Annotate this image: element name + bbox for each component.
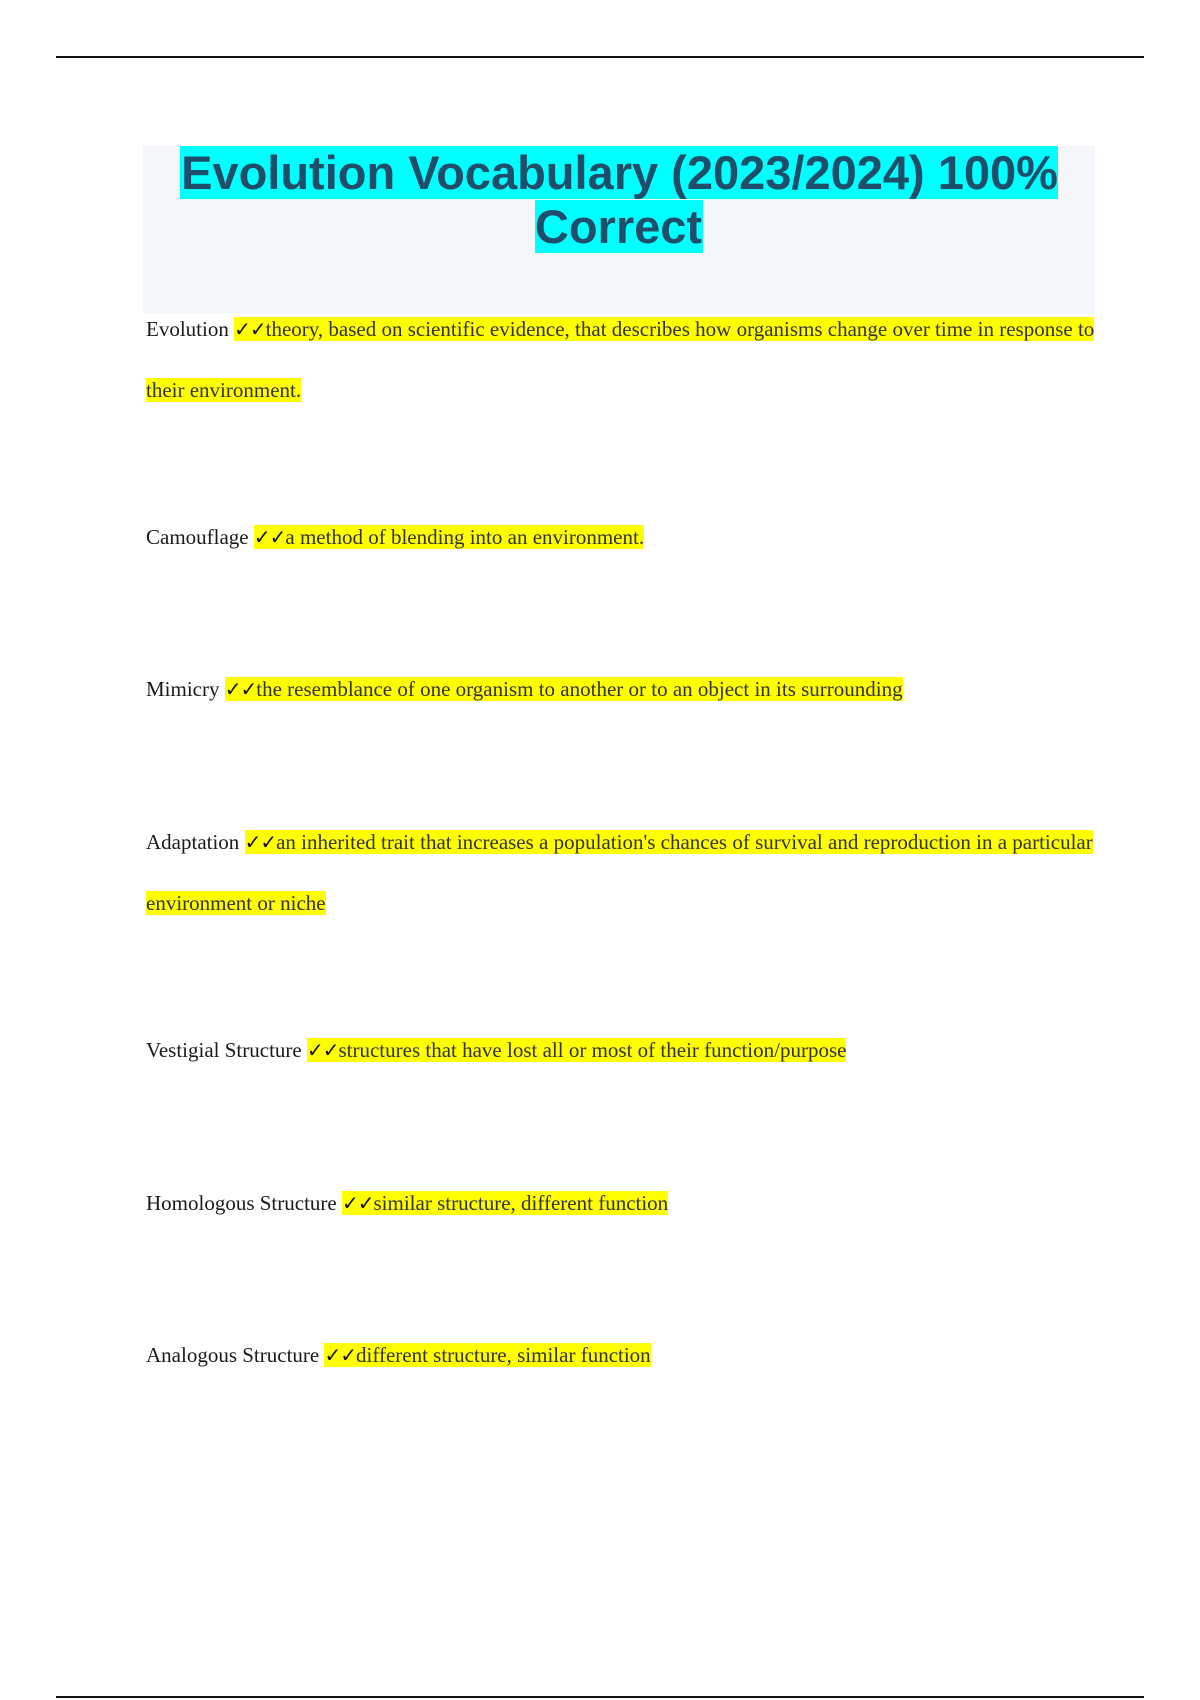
entry-term: Camouflage xyxy=(146,525,249,549)
entry-definition xyxy=(307,1038,846,1062)
entry-definition xyxy=(146,830,1093,915)
entry-term: Mimicry xyxy=(146,677,220,701)
vocab-entry-evolution xyxy=(146,299,1106,421)
vocab-entry-adaptation xyxy=(146,812,1106,934)
definition-text: the resemblance of one organism to another or to an object in its surrounding xyxy=(256,677,903,701)
entry-definition xyxy=(146,317,1094,402)
definition-text: similar structure, different function xyxy=(373,1191,669,1215)
vocab-entry-camouflage xyxy=(146,507,1106,568)
double-check-icon: ✓✓ xyxy=(341,1191,374,1215)
definition-text: an inherited trait that increases a population's chances of survival and reproduction in a particular environment or niche xyxy=(146,830,1093,915)
double-check-icon: ✓✓ xyxy=(234,317,266,341)
vocab-entry-analogous-structure xyxy=(146,1325,1106,1386)
entry-definition xyxy=(324,1343,650,1367)
entry-term: Homologous Structure xyxy=(146,1191,337,1215)
entry-definition xyxy=(225,677,903,701)
entry-term: Evolution xyxy=(146,317,229,341)
title-highlight: Evolution Vocabulary (2023/2024) 100% Correct xyxy=(181,146,1058,253)
double-check-icon: ✓✓ xyxy=(244,830,277,854)
title-block xyxy=(143,146,1095,314)
page-title xyxy=(143,146,1095,254)
definition-text: different structure, similar function xyxy=(356,1343,651,1367)
double-check-icon: ✓✓ xyxy=(324,1343,356,1367)
vocab-entry-mimicry xyxy=(146,659,1106,720)
entry-definition xyxy=(342,1191,668,1215)
definition-text: structures that have lost all or most of their function/purpose xyxy=(338,1038,847,1062)
entry-term: Analogous Structure xyxy=(146,1343,320,1367)
definition-text: a method of blending into an environment. xyxy=(285,525,645,549)
double-check-icon: ✓✓ xyxy=(224,677,257,701)
vocab-entry-vestigial-structure xyxy=(146,1020,1106,1081)
entry-definition xyxy=(254,525,644,549)
double-check-icon: ✓✓ xyxy=(306,1038,339,1062)
definition-text: theory, based on scientific evidence, that describes how organisms change over time in response to their environment. xyxy=(146,317,1095,402)
entry-term: Adaptation xyxy=(146,830,240,854)
double-check-icon: ✓✓ xyxy=(253,525,286,549)
bottom-rule xyxy=(56,1696,1144,1698)
top-rule xyxy=(56,56,1144,58)
vocab-entry-homologous-structure xyxy=(146,1173,1106,1234)
entry-term: Vestigial Structure xyxy=(146,1038,302,1062)
